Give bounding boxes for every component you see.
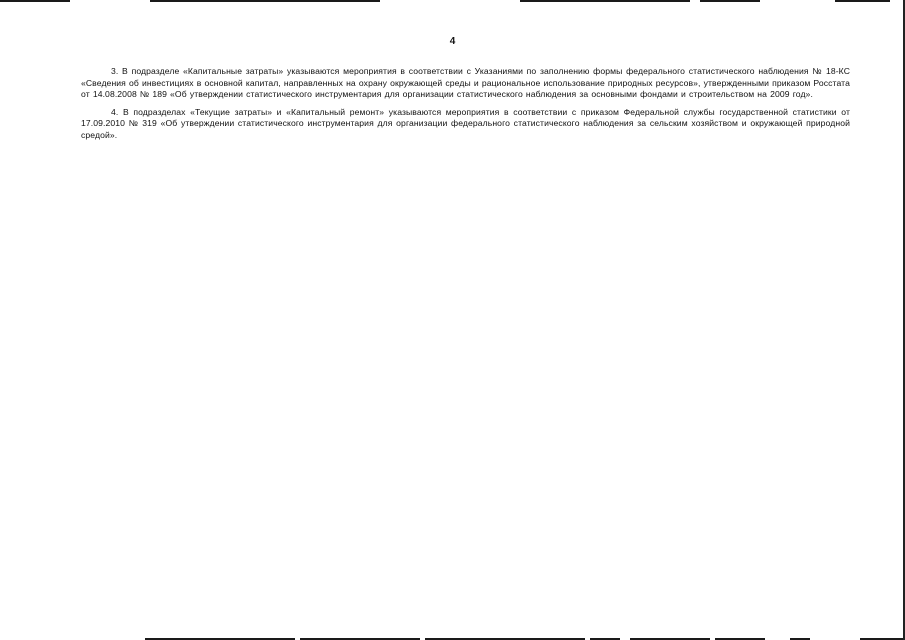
scan-top-edge-line xyxy=(150,0,380,2)
paragraph-4-current-costs-and-repairs: 4. В подразделах «Текущие затраты» и «Капитальный ремонт» указываются мероприятия в соответствии с приказом Федеральной службы государственной статистики от 17.09.2010 № 319 «Об утверждении статистического инструментария для организации федерального статистического наблюдения за сельским хозяйством и окружающей природной средой». xyxy=(81,106,850,140)
paragraph-3-capital-expenditures: 3. В подразделе «Капитальные затраты» указываются мероприятия в соответствии с Указаниями по заполнению формы федерального статистического наблюдения № 18-КС «Сведения об инвестициях в основной капитал, направленных на охрану окружающей среды и рациональное использование природных ресурсов», утвержденными приказом Росстата от 14.08.2008 № 189 «Об утверждении статистического инструментария для организации статистического наблюдения за основными фондами и строительством на 2009 год». xyxy=(81,66,850,100)
document-body xyxy=(81,66,850,148)
page-number: 4 xyxy=(449,36,456,47)
scan-top-edge-line xyxy=(835,0,890,2)
scan-top-edge-line xyxy=(700,0,760,2)
scan-top-edge-line xyxy=(520,0,690,2)
scan-top-edge-line xyxy=(0,0,70,2)
